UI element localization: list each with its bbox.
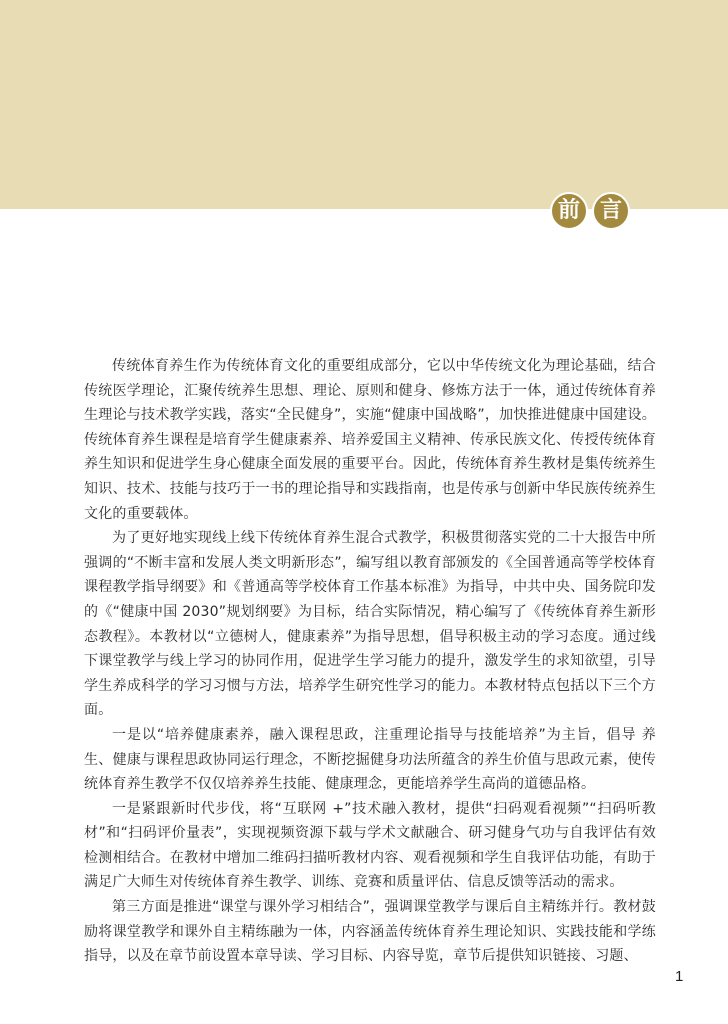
- title-char-badge: 前: [550, 192, 588, 230]
- page-title: [550, 192, 630, 230]
- title-char-badge: 言: [592, 192, 630, 230]
- paragraph: 传统体育养生作为传统体育文化的重要组成部分，它以中华传统文化为理论基础，结合传统医学理论，汇聚传统养生思想、理论、原则和健身、修炼方法于一体，通过传统体育养生理论与技术教学实践，落实“全民健身”，实施“健康中国战略”，加快推进健康中国建设。传统体育养生课程是培育学生健康素养、培养爱国主义精神、传承民族文化、传授传统体育养生知识和促进学生身心健康全面发展的重要平台。因此，传统体育养生教材是集传统养生知识、技术、技能与技巧于一书的理论指导和实践指南，也是传承与创新中华民族传统养生文化的重要载体。: [84, 358, 656, 522]
- page-number: 1: [675, 968, 684, 985]
- preface-body: [84, 354, 656, 969]
- header-band: [0, 0, 728, 209]
- paragraph: 第三方面是推进“课堂与课外学习相结合”，强调课堂教学与课后自主精练并行。教材鼓励将课堂教学和课外自主精练融为一体，内容涵盖传统体育养生理论知识、实践技能和学练指导，以及在章节前设置本章导读、学习目标、内容导览，章节后提供知识链接、习题、: [84, 899, 656, 965]
- paragraph: 为了更好地实现线上线下传统体育养生混合式教学，积极贯彻落实党的二十大报告中所强调的“不断丰富和发展人类文明新形态”，编写组以教育部颁发的《全国普通高等学校体育课程教学指导纲要》和《普通高等学校体育工作基本标准》为指导，中共中央、国务院印发的《“健康中国 2030”规划纲要》为目标，结合实际情况，精心编写了《传统体育养生新形态教程》。本教材以“立德树人，健康素养”为指导思想，倡导积极主动的学习态度。通过线下课堂教学与线上学习的协同作用，促进学生学习能力的提升，激发学生的求知欲望，引导学生养成科学的学习习惯与方法，培养学生研究性学习的能力。本教材特点包括以下三个方面。: [84, 530, 656, 719]
- paragraph: 一是以“培养健康素养，融入课程思政，注重理论指导与技能培养”为主旨，倡导 养生、健康与课程思政协同运行理念，不断挖掘健身功法所蕴含的养生价值与思政元素，使传统体育养生教学不仅仅培养养生技能、健康理念，更能培养学生高尚的道德品格。: [84, 726, 656, 793]
- paragraph: 一是紧跟新时代步伐，将“互联网 +”技术融入教材，提供“扫码观看视频”“扫码听教材”和“扫码评价量表”，实现视频资源下载与学术文献融合、研习健身气功与自我评估有效检测相结合。在教材中增加二维码扫描听教材内容、观看视频和学生自我评估功能，有助于满足广大师生对传统体育养生教学、训练、竞赛和质量评估、信息反馈等活动的需求。: [84, 800, 656, 891]
